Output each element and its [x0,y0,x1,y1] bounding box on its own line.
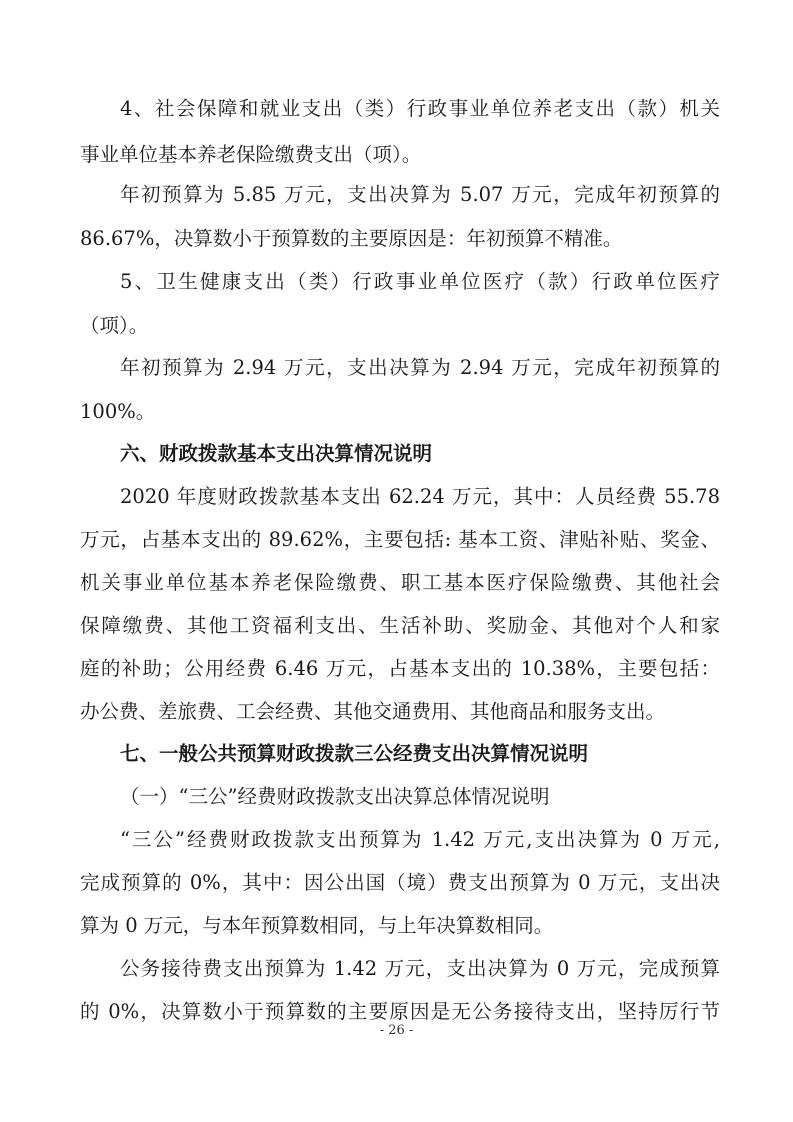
paragraph-line: 5、卫生健康支出（类）行政事业单位医疗（款）行政单位医疗 [120,270,720,293]
paragraph-line: 86.67%，决算数小于预算数的主要原因是：年初预算不精准。 [80,227,623,250]
paragraph-line: 事业单位基本养老保险缴费支出（项）。 [80,143,422,166]
paragraph-line: 公务接待费支出预算为 1.42 万元，支出决算为 0 万元，完成预算 [120,957,720,980]
paragraph-line: 办公费、差旅费、工会经费、其他交通费用、其他商品和服务支出。 [80,700,666,723]
subsection-heading: （一）“三公”经费财政拨款支出决算总体情况说明 [120,785,550,808]
paragraph-line: （项）。 [80,314,149,337]
paragraph-line: 庭的补助；公用经费 6.46 万元，占基本支出的 10.38%，主要包括： [80,657,720,680]
section-heading: 六、财政拨款基本支出决算情况说明 [120,442,433,465]
paragraph-line: 年初预算为 2.94 万元，支出决算为 2.94 万元，完成年初预算的 [120,356,720,379]
paragraph-line: 年初预算为 5.85 万元，支出决算为 5.07 万元，完成年初预算的 [120,183,720,206]
paragraph-line: 100%。 [80,400,156,423]
paragraph-line: 2020 年度财政拨款基本支出 62.24 万元，其中：人员经费 55.78 [120,485,720,508]
paragraph-line: 4、社会保障和就业支出（类）行政事业单位养老支出（款）机关 [120,97,720,120]
paragraph-line: 的 0%，决算数小于预算数的主要原因是无公务接待支出，坚持厉行节 [80,1000,720,1023]
paragraph-line: 保障缴费、其他工资福利支出、生活补助、奖励金、其他对个人和家 [80,614,720,637]
paragraph-line: 万元，占基本支出的 89.62%，主要包括: 基本工资、津贴补贴、奖金、 [80,528,720,551]
section-heading: 七、一般公共预算财政拨款三公经费支出决算情况说明 [120,742,589,765]
page-number: - 26 - [379,1023,414,1038]
paragraph-line: 完成预算的 0%，其中：因公出国（境）费支出预算为 0 万元，支出决 [80,871,720,894]
paragraph-line: 机关事业单位基本养老保险缴费、职工基本医疗保险缴费、其他社会 [80,571,720,594]
paragraph-line: 算为 0 万元，与本年预算数相同，与上年决算数相同。 [80,914,554,937]
paragraph-line: “三公”经费财政拨款支出预算为 1.42 万元,支出决算为 0 万元, [120,828,720,851]
